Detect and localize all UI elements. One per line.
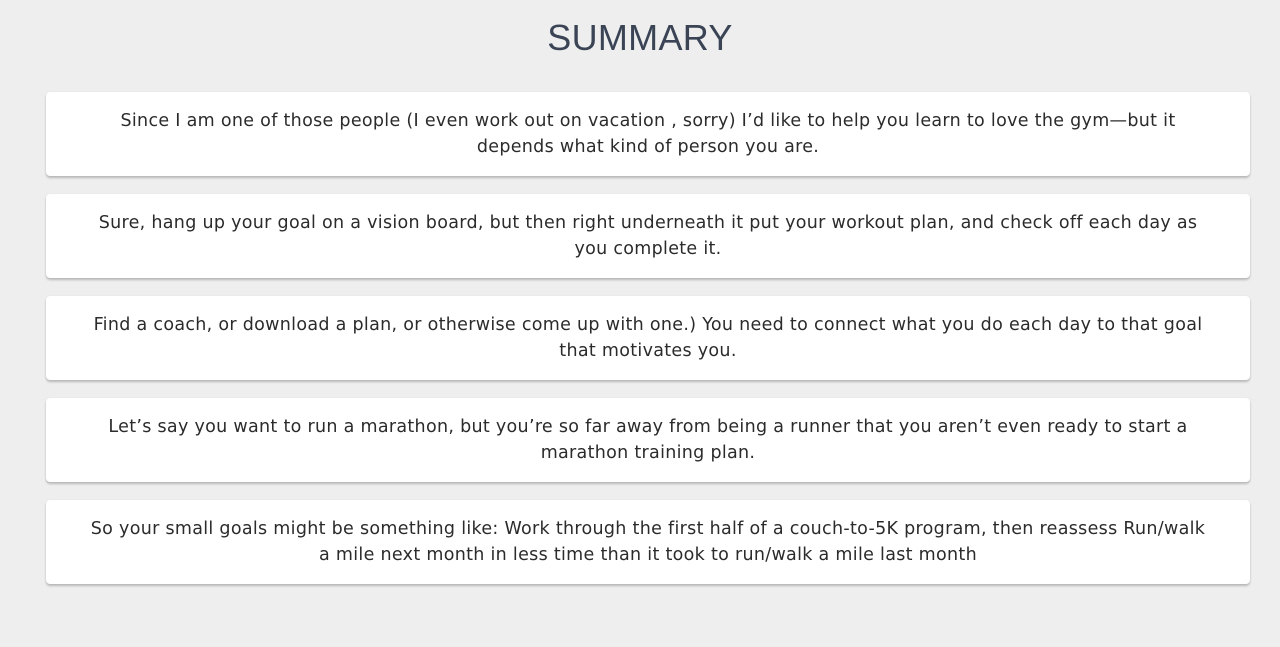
page-title: SUMMARY [547, 17, 733, 58]
summary-card-text: Since I am one of those people (I even work out on vacation , sorry) I’d like to help you learn to love the gym—but it depends what kind of person you are. [120, 111, 1176, 157]
summary-card-text: So your small goals might be something like: Work through the first half of a couch-to-5K program, then reassess Run/walk a mile next month in less time than it took to run/walk a mile last month [90, 519, 1206, 565]
summary-card-list [46, 92, 1250, 602]
summary-card-text: Let’s say you want to run a marathon, but you’re so far away from being a runner that you aren’t even ready to start a marathon training plan. [108, 417, 1188, 463]
summary-card [46, 194, 1250, 278]
summary-card [46, 398, 1250, 482]
summary-card-text: Find a coach, or download a plan, or otherwise come up with one.) You need to connect what you do each day to that goal that motivates you. [93, 315, 1203, 361]
summary-card [46, 296, 1250, 380]
summary-card [46, 92, 1250, 176]
summary-card [46, 500, 1250, 584]
summary-card-text: Sure, hang up your goal on a vision board, but then right underneath it put your workout plan, and check off each day as you complete it. [98, 213, 1198, 259]
